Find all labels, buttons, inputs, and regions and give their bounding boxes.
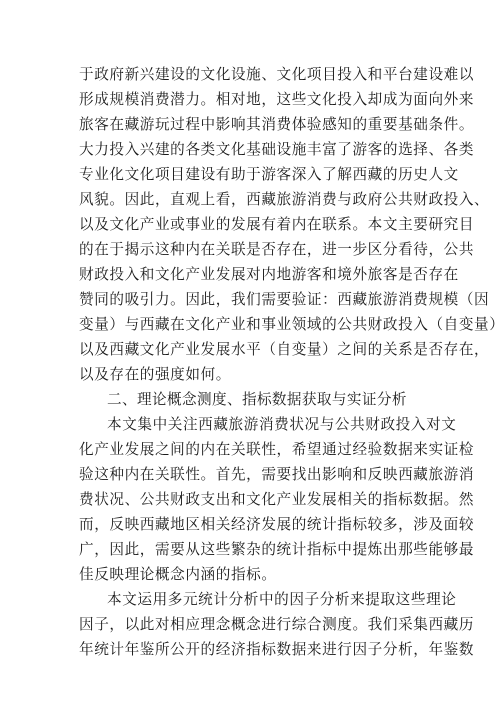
paragraph-line: 以及西藏文化产业发展水平（自变量）之间的关系是否存在，: [79, 341, 490, 358]
paragraph-line: 以及存在的强度如何。: [79, 366, 231, 383]
paragraph-line: 而，反映西藏地区相关经济发展的统计指标较多，涉及面较: [79, 516, 475, 533]
paragraph-line: 费状况、公共财政支出和文化产业发展相关的指标数据。然: [79, 491, 475, 508]
paragraph-line: 的在于揭示这种内在关联是否存在，进一步区分看待，公共: [79, 241, 475, 258]
paragraph-line: 佳反映理论概念内涵的指标。: [79, 566, 277, 583]
paragraph-line: 于政府新兴建设的文化设施、文化项目投入和平台建设难以: [79, 66, 475, 83]
paragraph-line: 旅客在藏游玩过程中影响其消费体验感知的重要基础条件。: [79, 116, 475, 133]
paragraph-line: 形成规模消费潜力。相对地，这些文化投入却成为面向外来: [79, 91, 475, 108]
section-heading: 二、理论概念测度、指标数据获取与实证分析: [107, 391, 407, 408]
paragraph-line: 因子，以此对相应理念概念进行综合测度。我们采集西藏历: [79, 616, 475, 633]
paragraph-line: 财政投入和文化产业发展对内地游客和境外旅客是否存在: [79, 266, 459, 283]
paragraph-line: 验这种内在关联性。首先，需要找出影响和反映西藏旅游消: [79, 466, 475, 483]
paragraph-line: 大力投入兴建的各类文化基础设施丰富了游客的选择、各类: [79, 141, 475, 158]
paragraph-line: 广，因此，需要从这些繁杂的统计指标中提炼出那些能够最: [79, 541, 475, 558]
paragraph-line: 以及文化产业或事业的发展有着内在联系。本文主要研究目: [79, 216, 475, 233]
paragraph-line: 化产业发展之间的内在关联性，希望通过经验数据来实证检: [79, 441, 475, 458]
paragraph-line: 本文集中关注西藏旅游消费状况与公共财政投入对文: [107, 416, 457, 433]
paragraph-line: 本文运用多元统计分析中的因子分析来提取这些理论: [107, 591, 457, 608]
paragraph-line: 年统计年鉴所公开的经济指标数据来进行因子分析，年鉴数: [79, 641, 475, 658]
paragraph-line: 风貌。因此，直观上看，西藏旅游消费与政府公共财政投入、: [79, 191, 490, 208]
paragraph-line: 变量）与西藏在文化产业和事业领域的公共财政投入（自变量）: [79, 316, 504, 333]
paragraph-line: 赞同的吸引力。因此，我们需要验证：西藏旅游消费规模（因: [79, 291, 490, 308]
paragraph-line: 专业化文化项目建设有助于游客深入了解西藏的历史人文: [79, 166, 459, 183]
